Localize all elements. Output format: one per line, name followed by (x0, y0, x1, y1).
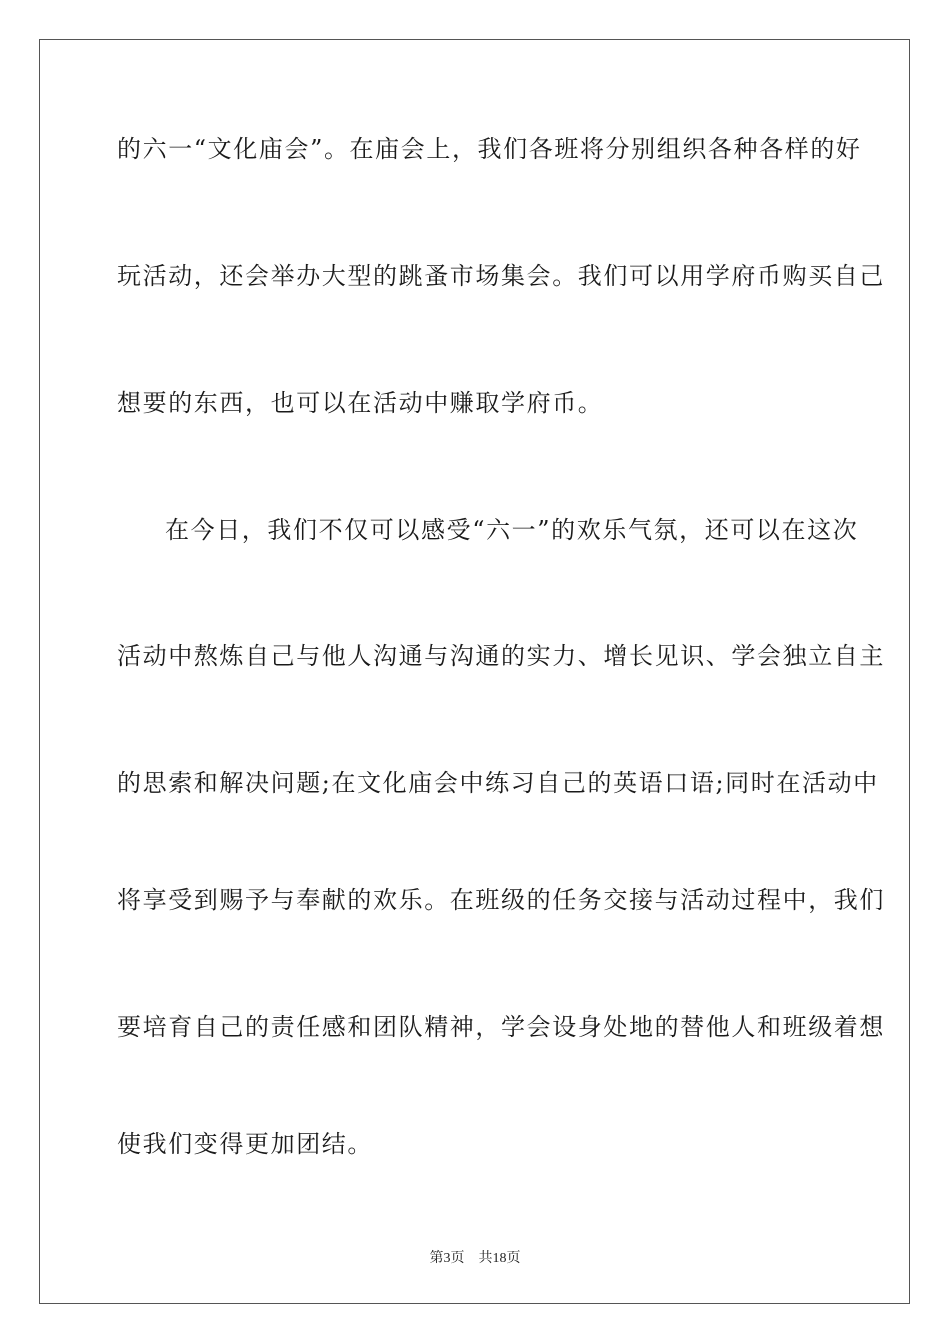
body-text-line: 想要的东西，也可以在活动中赚取学府币。 (117, 389, 604, 417)
page-number: 第3页 (429, 1251, 465, 1266)
body-text-line: 使我们变得更加团结。 (117, 1130, 373, 1158)
body-text-line: 玩活动，还会举办大型的跳蚤市场集会。我们可以用学府币购买自己 (117, 262, 885, 290)
body-text-line: 要培育自己的责任感和团队精神，学会设身处地的替他人和班级着想 (117, 1013, 885, 1041)
body-text-line: 的六一“文化庙会”。在庙会上，我们各班将分别组织各种各样的好 (117, 135, 862, 163)
body-text-line: 在今日，我们不仅可以感受“六一”的欢乐气氛，还可以在这次 (165, 516, 859, 544)
body-text-line: 的思索和解决问题;在文化庙会中练习自己的英语口语;同时在活动中 (117, 769, 879, 797)
body-text-line: 活动中熬炼自己与他人沟通与沟通的实力、增长见识、学会独立自主 (117, 642, 885, 670)
page-border (39, 39, 910, 1304)
body-text-line: 将享受到赐予与奉献的欢乐。在班级的任务交接与活动过程中，我们 (117, 886, 885, 914)
page-total: 共18页 (478, 1251, 521, 1266)
page-footer (0, 1247, 950, 1267)
